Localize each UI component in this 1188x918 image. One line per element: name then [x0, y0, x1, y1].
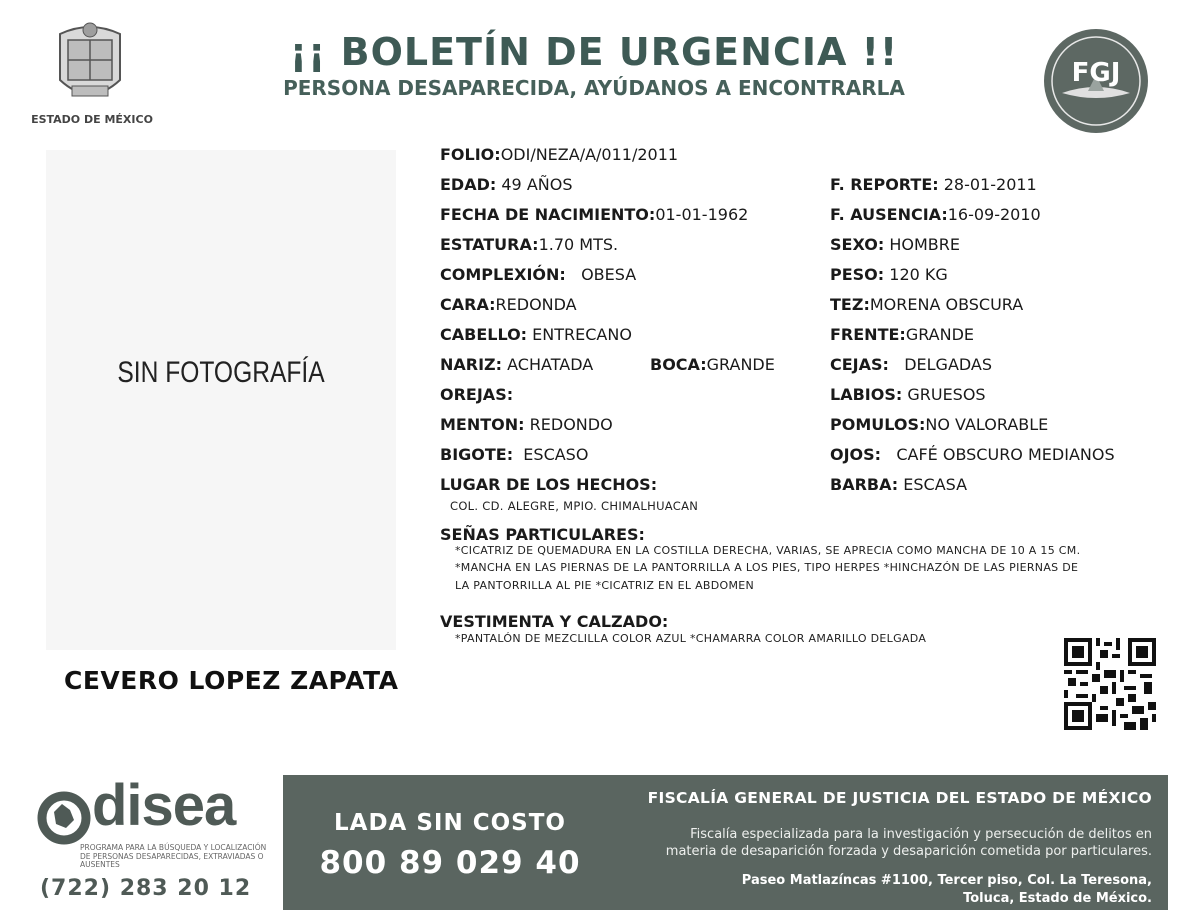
fgj-address-line-2: Toluca, Estado de México.: [963, 891, 1152, 906]
qr-code[interactable]: [1064, 638, 1156, 730]
fgj-description: [600, 826, 1152, 860]
vestimenta-value: *PANTALÓN DE MEZCLILLA COLOR AZUL *CHAMARRA COLOR AMARILLO DELGADA: [455, 632, 927, 645]
fgj-description-line-1: Fiscalía especializada para la investigación y persecución de delitos en: [690, 827, 1152, 842]
fgj-address-line-1: Paseo Matlazíncas #1100, Tercer piso, Col. La Teresona,: [741, 873, 1152, 888]
lada-label: LADA SIN COSTO: [334, 810, 566, 836]
odisea-logo-icon: [36, 790, 92, 846]
field-cejas: CEJAS: DELGADAS: [830, 355, 993, 374]
page-title: ¡¡ BOLETÍN DE URGENCIA !!: [289, 30, 899, 74]
field-estatura: ESTATURA:1.70 MTS.: [440, 235, 619, 254]
field-cara: CARA:REDONDA: [440, 295, 577, 314]
field-peso: PESO: 120 KG: [830, 265, 948, 284]
field-barba: BARBA: ESCASA: [830, 475, 968, 494]
fgj-title: FISCALÍA GENERAL DE JUSTICIA DEL ESTADO DE MÉXICO: [647, 789, 1152, 807]
lada-phone[interactable]: 800 89 029 40: [319, 845, 581, 881]
odisea-wordmark: disea: [92, 773, 236, 838]
field-nariz: NARIZ: ACHATADA: [440, 355, 594, 374]
field-folio: FOLIO:ODI/NEZA/A/011/2011: [440, 145, 679, 164]
field-cabello: CABELLO: ENTRECANO: [440, 325, 632, 344]
senas-line-2: *MANCHA EN LAS PIERNAS DE LA PANTORRILLA A LOS PIES, TIPO HERPES *HINCHAZÓN DE LAS PIERNAS DE: [455, 561, 1079, 574]
field-lugar-value: COL. CD. ALEGRE, MPIO. CHIMALHUACAN: [450, 499, 699, 513]
field-complexion: COMPLEXIÓN: OBESA: [440, 265, 637, 284]
fgj-address: [600, 872, 1152, 908]
senas-label: SEÑAS PARTICULARES:: [440, 525, 645, 544]
field-pomulos: POMULOS:NO VALORABLE: [830, 415, 1049, 434]
fgj-seal-text: FGJ: [1071, 58, 1121, 88]
photo-placeholder: [46, 150, 396, 650]
field-tez: TEZ:MORENA OBSCURA: [830, 295, 1024, 314]
field-f-reporte: F. REPORTE: 28-01-2011: [830, 175, 1037, 194]
field-sexo: SEXO: HOMBRE: [830, 235, 960, 254]
field-lugar-label: LUGAR DE LOS HECHOS:: [440, 475, 658, 494]
field-ojos: OJOS: CAFÉ OBSCURO MEDIANOS: [830, 445, 1115, 464]
person-name: CEVERO LOPEZ ZAPATA: [64, 666, 399, 695]
odisea-phone[interactable]: (722) 283 20 12: [40, 876, 252, 901]
field-orejas: OREJAS:: [440, 385, 514, 404]
odisea-description: PROGRAMA PARA LA BÚSQUEDA Y LOCALIZACIÓN DE PERSONAS DESAPARECIDAS, EXTRAVIADAS O AUSENTES: [80, 843, 267, 869]
state-label: ESTADO DE MÉXICO: [31, 113, 153, 126]
senas-line-1: *CICATRIZ DE QUEMADURA EN LA COSTILLA DERECHA, VARIAS, SE APRECIA COMO MANCHA DE 10 A 15 CM.: [455, 544, 1081, 557]
fgj-description-line-2: materia de desaparición forzada y desaparición cometida por particulares.: [665, 844, 1152, 859]
field-labios: LABIOS: GRUESOS: [830, 385, 986, 404]
field-fecha-nacimiento: FECHA DE NACIMIENTO:01-01-1962: [440, 205, 749, 224]
vestimenta-label: VESTIMENTA Y CALZADO:: [440, 612, 669, 631]
photo-placeholder-text: SIN FOTOGRAFÍA: [117, 356, 325, 389]
page-subtitle: PERSONA DESAPARECIDA, AYÚDANOS A ENCONTRARLA: [283, 76, 905, 100]
senas-line-3: LA PANTORRILLA AL PIE *CICATRIZ EN EL ABDOMEN: [455, 579, 755, 592]
field-boca: BOCA:GRANDE: [650, 355, 775, 374]
field-f-ausencia: F. AUSENCIA:16-09-2010: [830, 205, 1041, 224]
field-frente: FRENTE:GRANDE: [830, 325, 975, 344]
field-bigote: BIGOTE: ESCASO: [440, 445, 589, 464]
field-edad: EDAD: 49 AÑOS: [440, 175, 573, 194]
field-menton: MENTON: REDONDO: [440, 415, 613, 434]
